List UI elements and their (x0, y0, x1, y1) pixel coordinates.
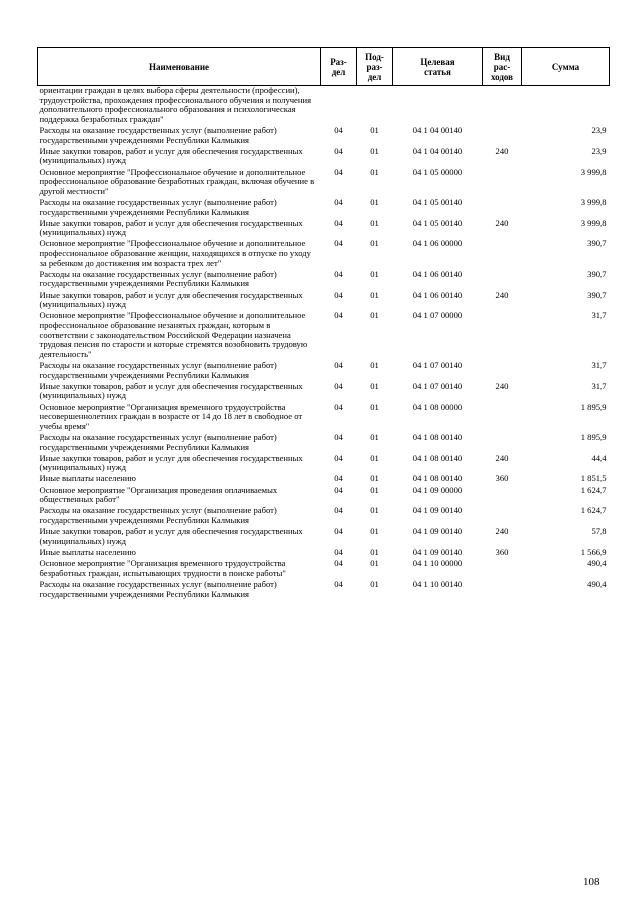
table-row (38, 198, 610, 219)
cell-podrazdel: 01 (370, 380, 379, 391)
table-row (38, 147, 610, 168)
table-row (38, 168, 610, 198)
cell-sum: 1 624,7 (580, 484, 607, 495)
cell-podrazdel: 01 (370, 452, 379, 463)
cell-expense-type (483, 433, 522, 454)
cell-sum (522, 86, 610, 126)
cell-podrazdel: 01 (370, 359, 379, 370)
cell-razdel: 04 (334, 145, 343, 156)
cell-expense-type (483, 506, 522, 527)
cell-target-article: 04 1 04 00140 (412, 145, 463, 156)
cell-name: Расходы на оказание государственных услуг (выполнение работ) государственными учреждениями Республики Калмыкия (39, 268, 277, 289)
budget-table (37, 47, 610, 601)
cell-sum: 390,7 (587, 289, 607, 300)
cell-sum: 1 895,9 (580, 431, 607, 442)
cell-razdel: 04 (334, 558, 343, 569)
cell-name: Расходы на оказание государственных услуг (выполнение работ) государственными учреждениями Республики Калмыкия (39, 124, 277, 145)
cell-podrazdel: 01 (370, 484, 379, 495)
table-row (38, 559, 610, 580)
cell-sum: 3 999,8 (580, 166, 607, 177)
cell-podrazdel: 01 (370, 124, 379, 135)
cell-razdel: 04 (334, 484, 343, 495)
cell-razdel: 04 (334, 166, 343, 177)
cell-razdel: 04 (334, 401, 343, 412)
cell-target-article: 04 1 08 00140 (412, 452, 463, 463)
cell-sum: 1 566,9 (580, 547, 607, 557)
cell-sum: 23,9 (591, 145, 607, 156)
cell-razdel: 04 (334, 359, 343, 370)
cell-razdel: 04 (334, 289, 343, 300)
cell-expense-type: 240 (495, 380, 509, 391)
cell-expense-type (483, 403, 522, 433)
header-expense-type: Вид рас- ходов (483, 48, 522, 86)
cell-razdel: 04 (334, 452, 343, 463)
cell-razdel: 04 (334, 380, 343, 391)
cell-target-article: 04 1 06 00140 (412, 268, 463, 279)
cell-podrazdel (357, 86, 393, 126)
cell-name: ориентации граждан в целях выбора сферы деятельности (профессии), трудоустройства, прохождения профессионального обучения и получения дополнительного профессионального образования и психологическая поддержка безработных граждан" (39, 85, 312, 124)
cell-target-article: 04 1 04 00140 (412, 124, 463, 135)
cell-name: Основное мероприятие "Профессиональное обучение и дополнительное профессиональное образование женщин, находящихся в отпуске по уходу за ребенком до достижения им возраста трех лет" (39, 238, 311, 268)
cell-target-article: 04 1 05 00140 (412, 217, 463, 228)
cell-razdel: 04 (334, 547, 343, 557)
cell-target-article: 04 1 10 00000 (412, 558, 463, 569)
cell-expense-type (483, 239, 522, 269)
cell-sum: 31,7 (591, 359, 607, 370)
budget-table-page (37, 47, 609, 601)
cell-sum: 1 624,7 (580, 505, 607, 516)
cell-name: Иные выплаты населению (39, 547, 136, 557)
cell-expense-type (483, 126, 522, 147)
cell-podrazdel: 01 (370, 238, 379, 249)
header-target-article: Целевая статья (393, 48, 483, 86)
table-row (38, 239, 610, 269)
cell-expense-type (483, 168, 522, 198)
page-number: 108 (583, 876, 600, 888)
cell-podrazdel: 01 (370, 310, 379, 321)
cell-podrazdel: 01 (370, 145, 379, 156)
cell-razdel: 04 (334, 196, 343, 207)
cell-target-article: 04 1 07 00000 (412, 310, 463, 321)
cell-expense-type (483, 361, 522, 382)
cell-target-article: 04 1 09 00140 (412, 526, 463, 537)
cell-razdel: 04 (334, 473, 343, 484)
cell-expense-type (483, 311, 522, 361)
cell-podrazdel: 01 (370, 526, 379, 537)
cell-sum: 57,8 (591, 526, 607, 537)
cell-podrazdel: 01 (370, 196, 379, 207)
cell-name: Расходы на оказание государственных услуг (выполнение работ) государственными учреждениями Республики Калмыкия (39, 359, 277, 380)
cell-target-article (393, 86, 483, 126)
cell-name: Иные закупки товаров, работ и услуг для обеспечения государственных (муниципальных) нужд (39, 452, 303, 473)
table-row (38, 291, 610, 312)
cell-name: Иные закупки товаров, работ и услуг для обеспечения государственных (муниципальных) нужд (39, 380, 303, 401)
cell-target-article: 04 1 08 00000 (412, 401, 463, 412)
cell-podrazdel: 01 (370, 289, 379, 300)
cell-expense-type: 240 (495, 452, 509, 463)
cell-expense-type (483, 559, 522, 580)
cell-name: Иные закупки товаров, работ и услуг для обеспечения государственных (муниципальных) нужд (39, 289, 303, 310)
cell-name: Расходы на оказание государственных услуг (выполнение работ) государственными учреждениями Республики Калмыкия (39, 431, 277, 452)
cell-podrazdel: 01 (370, 547, 379, 557)
cell-podrazdel: 01 (370, 431, 379, 442)
cell-name: Иные закупки товаров, работ и услуг для обеспечения государственных (муниципальных) нужд (39, 145, 303, 166)
cell-target-article: 04 1 09 00000 (412, 484, 463, 495)
cell-expense-type: 240 (495, 145, 509, 156)
cell-expense-type: 240 (495, 217, 509, 228)
cell-razdel: 04 (334, 431, 343, 442)
table-row (38, 270, 610, 291)
cell-razdel: 04 (334, 217, 343, 228)
table-row (38, 311, 610, 361)
cell-podrazdel: 01 (370, 166, 379, 177)
cell-sum: 3 999,8 (580, 217, 607, 228)
header-podrazdel: Под- раз- дел (357, 48, 393, 86)
cell-podrazdel: 01 (370, 401, 379, 412)
cell-sum: 490,4 (587, 558, 607, 569)
cell-expense-type (483, 86, 522, 126)
cell-name: Расходы на оказание государственных услуг (выполнение работ) государственными учреждениями Республики Калмыкия (39, 505, 277, 526)
cell-razdel: 04 (334, 505, 343, 516)
table-row (38, 486, 610, 507)
cell-target-article: 04 1 10 00140 (412, 578, 463, 589)
cell-target-article: 04 1 07 00140 (412, 359, 463, 370)
cell-sum: 390,7 (587, 238, 607, 249)
cell-razdel: 04 (334, 578, 343, 589)
table-row (38, 361, 610, 382)
cell-razdel: 04 (334, 124, 343, 135)
table-body (38, 86, 610, 601)
header-name: Наименование (38, 48, 321, 86)
cell-sum: 490,4 (587, 578, 607, 589)
cell-name: Основное мероприятие "Организация временного трудоустройства безработных граждан, испытывающих трудности в поиске работы" (39, 558, 286, 578)
table-row (38, 86, 610, 126)
cell-name: Основное мероприятие "Организация временного трудоустройства несовершеннолетних граждан в возрасте от 14 до 18 лет в свободное от учебы время" (39, 401, 303, 431)
cell-podrazdel: 01 (370, 473, 379, 484)
cell-expense-type (483, 486, 522, 507)
cell-expense-type (483, 270, 522, 291)
cell-name: Иные закупки товаров, работ и услуг для обеспечения государственных (муниципальных) нужд (39, 217, 303, 238)
table-row (38, 506, 610, 527)
cell-name: Основное мероприятие "Профессиональное обучение и дополнительное профессиональное образование незанятых граждан, которым в соответствии с законодательством Российской Федерации назначена трудовая пенсия по старости и которые стремятся возобновить трудовую деятельность" (39, 310, 308, 359)
cell-expense-type (483, 198, 522, 219)
cell-name: Расходы на оказание государственных услуг (выполнение работ) государственными учреждениями Республики Калмыкия (39, 578, 277, 599)
cell-target-article: 04 1 05 00000 (412, 166, 463, 177)
cell-sum: 23,9 (591, 124, 607, 135)
cell-expense-type: 240 (495, 289, 509, 300)
cell-expense-type (483, 580, 522, 601)
table-row (38, 580, 610, 601)
cell-sum: 1 895,9 (580, 401, 607, 412)
table-row (38, 527, 610, 548)
table-row (38, 403, 610, 433)
cell-sum: 1 851,5 (580, 473, 607, 484)
cell-podrazdel: 01 (370, 505, 379, 516)
cell-sum: 390,7 (587, 268, 607, 279)
table-row (38, 454, 610, 475)
cell-razdel: 04 (334, 310, 343, 321)
table-row (38, 382, 610, 403)
cell-sum: 3 999,8 (580, 196, 607, 207)
cell-target-article: 04 1 05 00140 (412, 196, 463, 207)
cell-expense-type: 360 (495, 547, 509, 557)
cell-podrazdel: 01 (370, 558, 379, 569)
cell-podrazdel: 01 (370, 217, 379, 228)
cell-name: Иные выплаты населению (39, 473, 136, 484)
cell-target-article: 04 1 07 00140 (412, 380, 463, 391)
cell-expense-type: 240 (495, 526, 509, 537)
cell-target-article: 04 1 08 00140 (412, 473, 463, 484)
header-sum: Сумма (522, 48, 610, 86)
cell-podrazdel: 01 (370, 578, 379, 589)
cell-name: Иные закупки товаров, работ и услуг для обеспечения государственных (муниципальных) нужд (39, 526, 303, 546)
header-razdel: Раз- дел (321, 48, 357, 86)
table-row (38, 126, 610, 147)
cell-razdel: 04 (334, 238, 343, 249)
cell-target-article: 04 1 09 00140 (412, 547, 463, 557)
cell-sum: 31,7 (591, 380, 607, 391)
table-row (38, 433, 610, 454)
cell-expense-type: 360 (495, 473, 509, 484)
cell-name: Основное мероприятие "Организация проведения оплачиваемых общественных работ" (39, 484, 278, 505)
cell-razdel: 04 (334, 268, 343, 279)
cell-sum: 44,4 (591, 452, 607, 463)
table-row (38, 219, 610, 240)
table-header-row (38, 48, 610, 86)
cell-razdel: 04 (334, 526, 343, 537)
cell-name: Расходы на оказание государственных услуг (выполнение работ) государственными учреждениями Республики Калмыкия (39, 196, 277, 217)
cell-sum: 31,7 (591, 310, 607, 321)
cell-target-article: 04 1 09 00140 (412, 505, 463, 516)
cell-target-article: 04 1 08 00140 (412, 431, 463, 442)
cell-razdel (321, 86, 357, 126)
cell-target-article: 04 1 06 00000 (412, 238, 463, 249)
cell-podrazdel: 01 (370, 268, 379, 279)
table-row (38, 474, 610, 485)
cell-name: Основное мероприятие "Профессиональное обучение и дополнительное профессиональное образование безработных граждан, включая обучение в другой местности" (39, 166, 315, 196)
cell-target-article: 04 1 06 00140 (412, 289, 463, 300)
